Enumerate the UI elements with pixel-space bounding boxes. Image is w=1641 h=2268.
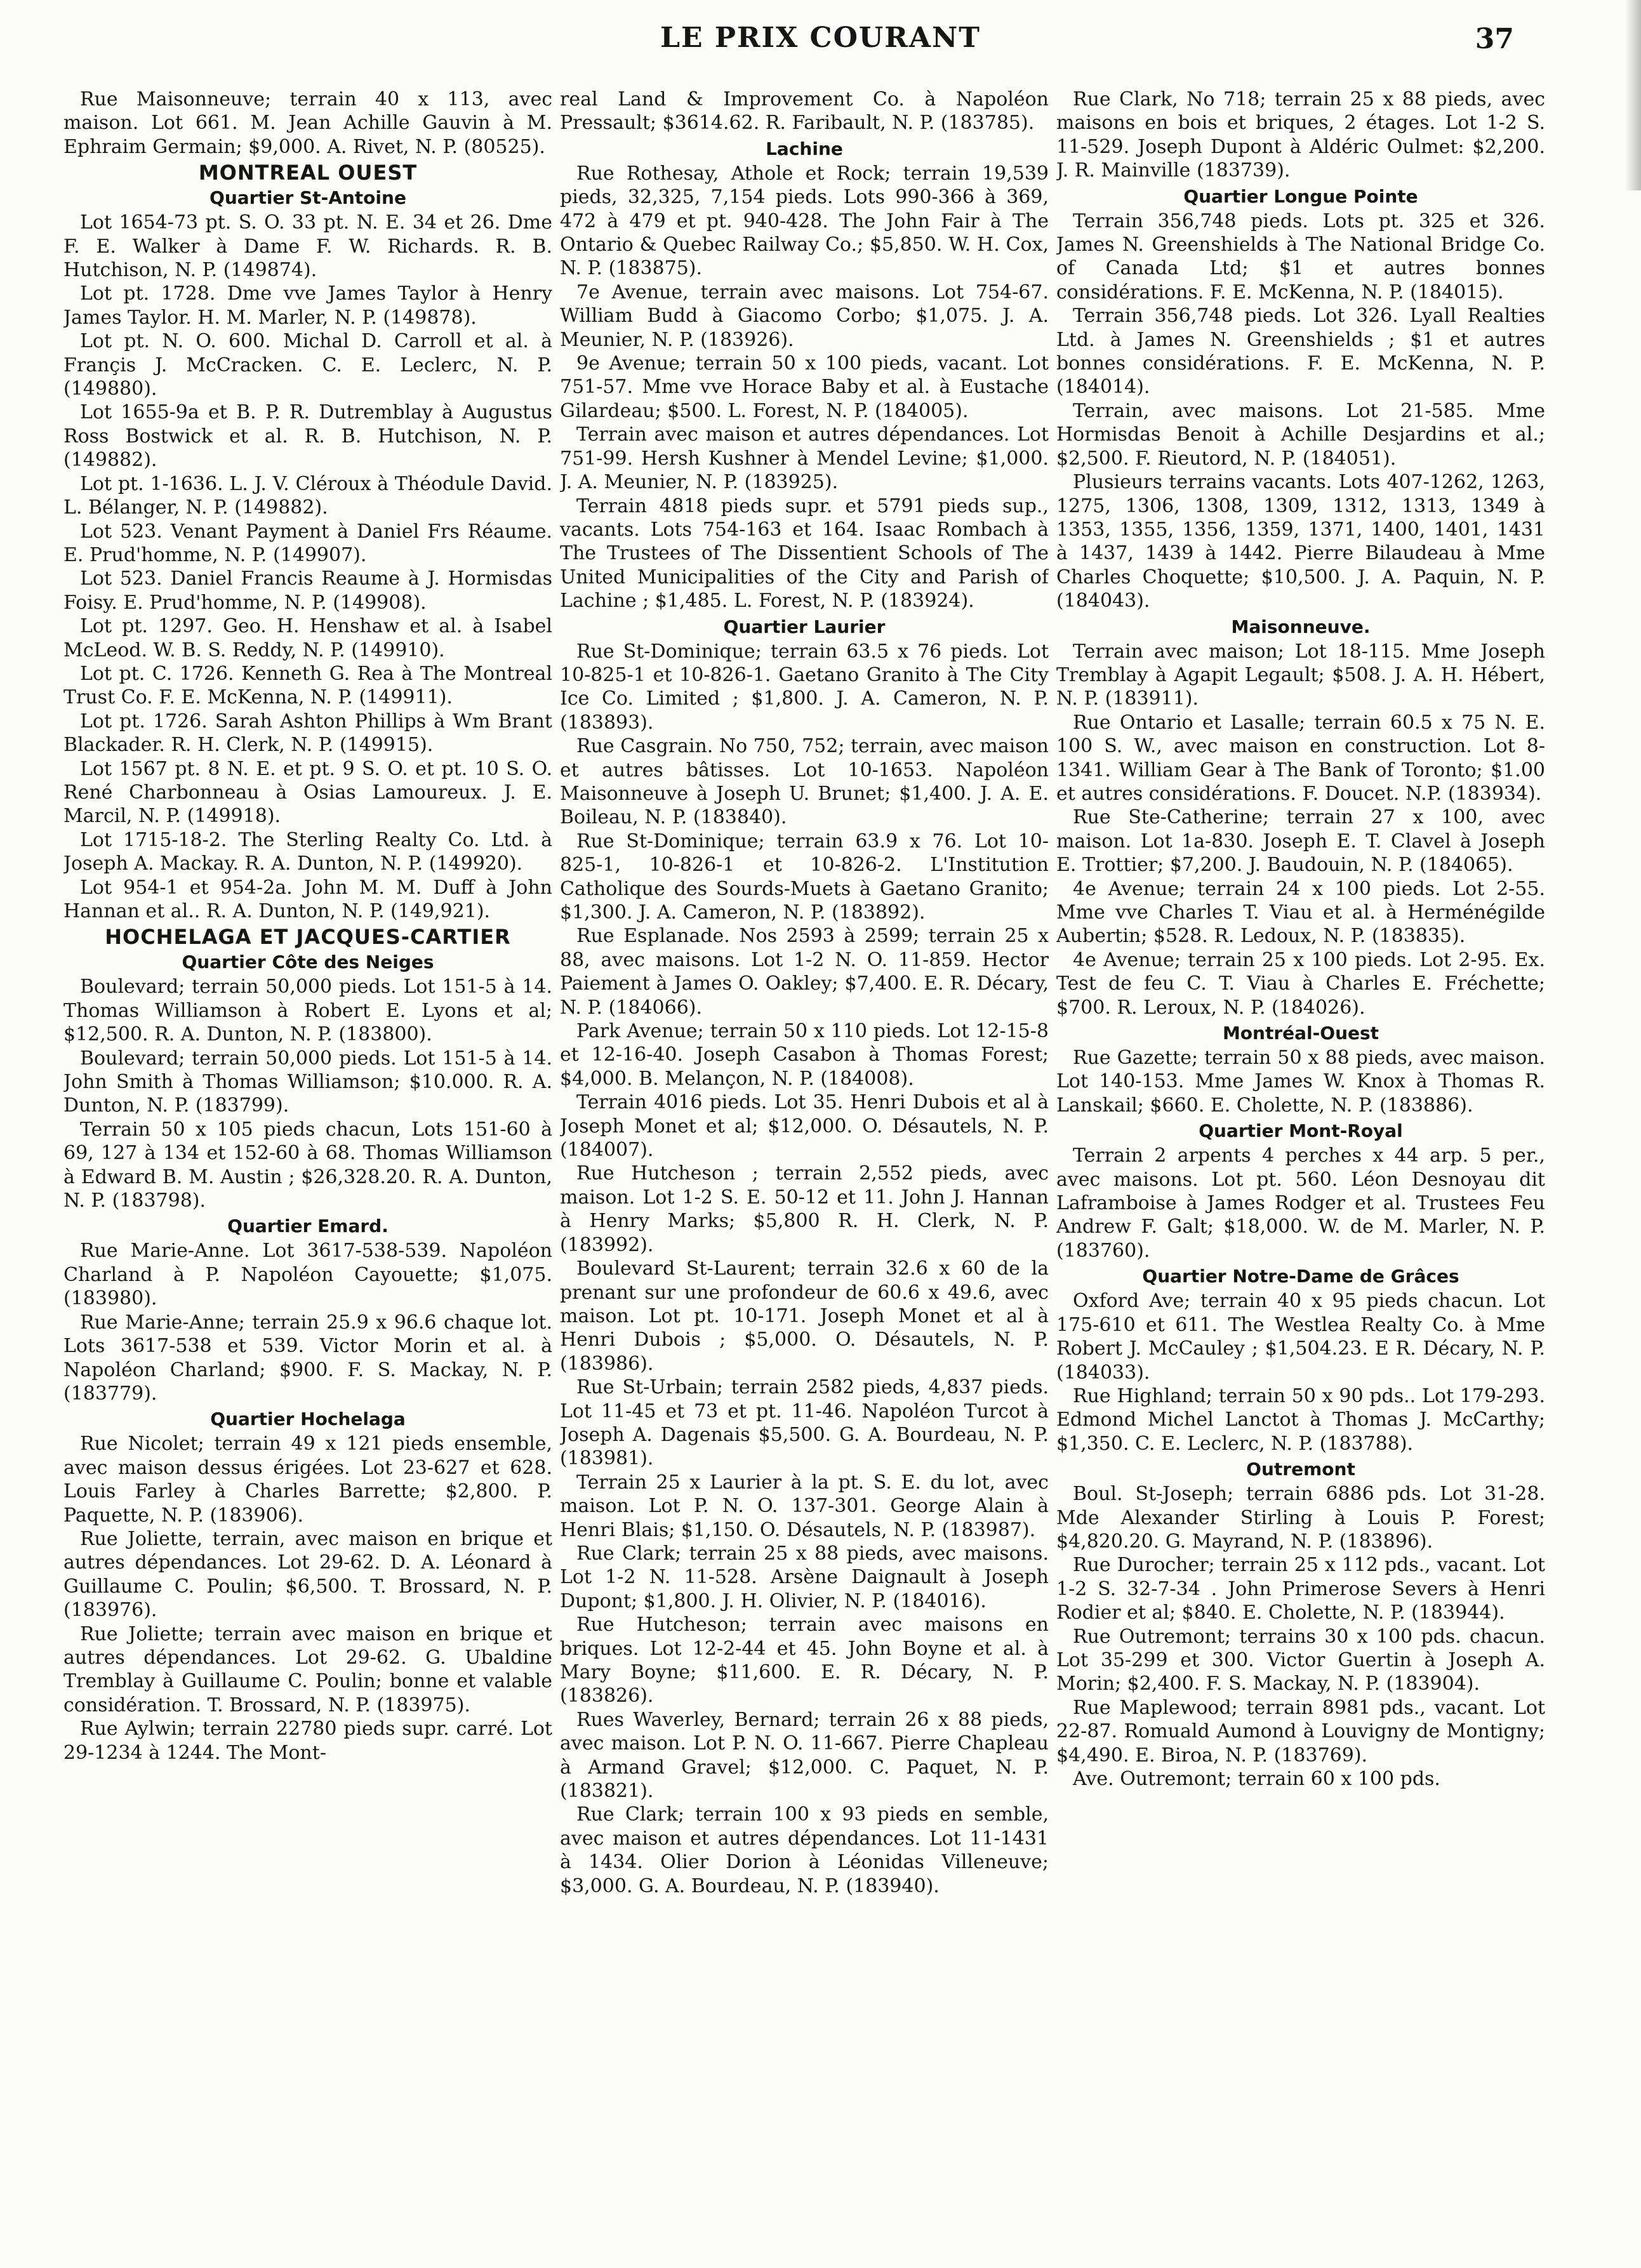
transaction-entry: Rue Aylwin; terrain 22780 pieds supr. carré. Lot 29-1234 à 1244. The Mont- (63, 1718, 552, 1764)
section-heading: MONTREAL OUEST (198, 161, 418, 185)
district-heading: Montréal-Ouest (1222, 1023, 1379, 1044)
transaction-entry: Lot 954-1 et 954-2a. John M. M. Duff à John Hannan et al.. R. A. Dunton, N. P. (149,921). (63, 876, 552, 922)
section-heading: HOCHELAGA ET JACQUES-CARTIER (105, 925, 511, 950)
transaction-entry: Terrain 4016 pieds. Lot 35. Henri Dubois et al à Joseph Monet et al; $12,000. O. Désautels, N. P. (184007). (560, 1091, 1049, 1162)
district-heading: Quartier Laurier (723, 616, 886, 637)
transaction-entry: Terrain 4818 pieds supr. et 5791 pieds sup., vacants. Lots 754-163 et 164. Isaac Rombach à The Trustees of The Dissentient Schools of The United Municipalities of the City and Parish of Lachine ; $1,485. L. Forest, N. P. (183924). (560, 494, 1049, 613)
transaction-entry: Lot 1715-18-2. The Sterling Realty Co. Ltd. à Joseph A. Mackay. R. A. Dunton, N. P. (149920). (63, 828, 552, 875)
transaction-entry: Park Avenue; terrain 50 x 110 pieds. Lot 12-15-8 et 12-16-40. Joseph Casabon à Thomas Forest; $4,000. B. Melançon, N. P. (184008). (560, 1020, 1049, 1090)
transaction-entry: Rue Marie-Anne; terrain 25.9 x 96.6 chaque lot. Lots 3617-538 et 539. Victor Morin et al. à Napoléon Charland; $900. F. S. Mackay, N. P. (183779). (63, 1311, 552, 1405)
journal-title: LE PRIX COURANT (660, 22, 981, 54)
transaction-entry: Lot pt. 1297. Geo. H. Henshaw et al. à Isabel McLeod. W. B. S. Reddy, N. P. (149910). (63, 615, 552, 661)
district-heading: Quartier Longue Pointe (1183, 185, 1418, 207)
transaction-entry: Lot 1654-73 pt. S. O. 33 pt. N. E. 34 et 26. Dme F. E. Walker à Dame F. W. Richards. R. B. Hutchison, N. P. (149874). (63, 211, 552, 282)
transaction-entry: Rue St-Urbain; terrain 2582 pieds, 4,837 pieds. Lot 11-45 et 73 et pt. 11-46. Napoléon Turcot à Joseph A. Dagenais $5,500. G. A. Bourdeau, N. P. (183981). (560, 1376, 1049, 1470)
transaction-entry: Rue Maisonneuve; terrain 40 x 113, avec maison. Lot 661. M. Jean Achille Gauvin à M. Ephraim Germain; $9,000. A. Rivet, N. P. (80525). (63, 88, 552, 158)
transaction-entry: Lot 1567 pt. 8 N. E. et pt. 9 S. O. et pt. 10 S. O. René Charbonneau à Osias Lamoureux. J. E. Marcil, N. P. (149918). (63, 757, 552, 828)
transaction-entry: Rue Maplewood; terrain 8981 pds., vacant. Lot 22-87. Romuald Aumond à Louvigny de Montigny; $4,490. E. Biroa, N. P. (183769). (1056, 1696, 1545, 1767)
transaction-entry: Terrain avec maison; Lot 18-115. Mme Joseph Tremblay à Agapit Legault; $508. J. A. H. Hébert, N. P. (183911). (1056, 640, 1545, 710)
transaction-entry: Rue Esplanade. Nos 2593 à 2599; terrain 25 x 88, avec maisons. Lot 1-2 N. O. 11-859. Hector Paiement à James O. Oakley; $7,400. E. R. Décary, N. P. (184066). (560, 925, 1049, 1019)
transaction-entry: Rues Waverley, Bernard; terrain 26 x 88 pieds, avec maison. Lot P. N. O. 11-667. Pierre Chapleau à Armand Gravel; $12,000. C. Paquet, N. P. (183821). (560, 1708, 1049, 1803)
district-heading: Outremont (1246, 1459, 1355, 1480)
district-heading: Quartier St-Antoine (209, 187, 406, 209)
district-heading: Quartier Notre-Dame de Grâces (1142, 1266, 1459, 1287)
transaction-entry: Rue Highland; terrain 50 x 90 pds.. Lot 179-293. Edmond Michel Lanctot à Thomas J. McCarthy; $1,350. C. E. Leclerc, N. P. (183788). (1056, 1384, 1545, 1455)
transaction-entry: Lot pt. C. 1726. Kenneth G. Rea à The Montreal Trust Co. F. E. McKenna, N. P. (149911). (63, 662, 552, 709)
transaction-entry: Lot 1655-9a et B. P. R. Dutremblay à Augustus Ross Bostwick et al. R. B. Hutchison, N. P. (149882). (63, 401, 552, 472)
transaction-entry: Lot pt. N. O. 600. Michal D. Carroll et al. à Françis J. McCracken. C. E. Leclerc, N. P. (149880). (63, 330, 552, 401)
transaction-entry: real Land & Improvement Co. à Napoléon Pressault; $3614.62. R. Faribault, N. P. (183785). (560, 88, 1049, 135)
page-header (0, 18, 1641, 62)
transaction-entry: Plusieurs terrains vacants. Lots 407-1262, 1263, 1275, 1306, 1308, 1309, 1312, 1313, 1349 à 1353, 1355, 1356, 1359, 1371, 1400, 1401, 1431 à 1437, 1439 à 1442. Pierre Bilaudeau à Mme Charles Choquette; $10,500. J. A. Paquin, N. P. (184043). (1056, 471, 1545, 613)
transaction-entry: Boulevard St-Laurent; terrain 32.6 x 60 de la prenant sur une profondeur de 60.6 x 49.6, avec maison. Lot pt. 10-171. Joseph Monet et al à Henri Dubois ; $5,000. O. Désautels, N. P. (183986). (560, 1257, 1049, 1375)
transaction-entry: Terrain, avec maisons. Lot 21-585. Mme Hormisdas Benoit à Achille Desjardins et al.; $2,500. F. Rieutord, N. P. (184051). (1056, 399, 1545, 470)
transaction-entry: Terrain avec maison et autres dépendances. Lot 751-99. Hersh Kushner à Mendel Levine; $1,000. J. A. Meunier, N. P. (183925). (560, 423, 1049, 494)
transaction-entry: Rue Joliette, terrain, avec maison en brique et autres dépendances. Lot 29-62. D. A. Léonard à Guillaume C. Poulin; $6,500. T. Brossard, N. P. (183976). (63, 1527, 552, 1622)
transaction-entry: Ave. Outremont; terrain 60 x 100 pds. (1073, 1768, 1440, 1790)
transaction-entry: Boulevard; terrain 50,000 pieds. Lot 151-5 à 14. John Smith à Thomas Williamson; $10.000. R. A. Dunton, N. P. (183799). (63, 1047, 552, 1117)
transaction-entry: 4e Avenue; terrain 25 x 100 pieds. Lot 2-95. Ex. Test de feu C. T. Viau à Charles E. Fréchette; $700. R. Leroux, N. P. (184026). (1056, 948, 1545, 1019)
transaction-entry: Rue Nicolet; terrain 49 x 121 pieds ensemble, avec maison dessus érigées. Lot 23-627 et 628. Louis Farley à Charles Barrette; $2,800. P. Paquette, N. P. (183906). (63, 1433, 552, 1527)
transaction-entry: Rue Ste-Catherine; terrain 27 x 100, avec maison. Lot 1a-830. Joseph E. T. Clavel à Joseph E. Trottier; $7,200. J. Baudouin, N. P. (184065). (1056, 806, 1545, 877)
transaction-entry: Lot 523. Daniel Francis Reaume à J. Hormisdas Foisy. E. Prud'homme, N. P. (149908). (63, 567, 552, 614)
column-1 (63, 88, 552, 2249)
transaction-entry: Oxford Ave; terrain 40 x 95 pieds chacun. Lot 175-610 et 611. The Westlea Realty Co. à Mme Robert J. McCauley ; $1,504.23. E R. Décary, N. P. (184033). (1056, 1290, 1545, 1384)
page-number: 37 (1475, 23, 1514, 55)
page-edge-shadow (1625, 0, 1641, 190)
transaction-entry: Rue Clark; terrain 100 x 93 pieds en semble, avec maison et autres dépendances. Lot 11-1431 à 1434. Olier Dorion à Léonidas Villeneuve; $3,000. G. A. Bourdeau, N. P. (183940). (560, 1803, 1049, 1897)
transaction-entry: Terrain 2 arpents 4 perches x 44 arp. 5 per., avec maisons. Lot pt. 560. Léon Desnoyau dit Laframboise à James Rodger et al. Trustees Feu Andrew F. Galt; $18,000. W. de M. Marler, N. P. (183760). (1056, 1144, 1545, 1262)
transaction-entry: Lot pt. 1-1636. L. J. V. Cléroux à Théodule David. L. Bélanger, N. P. (149882). (63, 472, 552, 519)
transaction-entry: Rue Clark, No 718; terrain 25 x 88 pieds, avec maisons en bois et briques, 2 étages. Lot 1-2 S. 11-529. Joseph Dupont à Aldéric Oulmet: $2,200. J. R. Mainville (183739). (1056, 88, 1545, 182)
transaction-entry: Lot 523. Venant Payment à Daniel Frs Réaume. E. Prud'homme, N. P. (149907). (63, 520, 552, 566)
district-heading: Quartier Mont-Royal (1199, 1120, 1403, 1142)
transaction-entry: Rue Outremont; terrains 30 x 100 pds. chacun. Lot 35-299 et 300. Victor Guertin à Joseph A. Morin; $2,400. F. S. Mackay, N. P. (183904). (1056, 1625, 1545, 1695)
transaction-entry: Rue St-Dominique; terrain 63.9 x 76. Lot 10-825-1, 10-826-1 et 10-826-2. L'Institution Catholique des Sourds-Muets à Gaetano Granito; $1,300. J. A. Cameron, N. P. (183892). (560, 830, 1049, 924)
transaction-entry: 4e Avenue; terrain 24 x 100 pieds. Lot 2-55. Mme vve Charles T. Viau et al. à Herménégilde Aubertin; $528. R. Ledoux, N. P. (183835). (1056, 877, 1545, 948)
district-heading: Lachine (766, 138, 843, 159)
transaction-entry: Rue Marie-Anne. Lot 3617-538-539. Napoléon Charland à P. Napoléon Cayouette; $1,075. (183980). (63, 1240, 552, 1310)
transaction-entry: Terrain 356,748 pieds. Lot 326. Lyall Realties Ltd. à James N. Greenshields ; $1 et autres bonnes considérations. F. E. McKenna, N. P. (184014). (1056, 305, 1545, 399)
transaction-entry: Terrain 25 x Laurier à la pt. S. E. du lot, avec maison. Lot P. N. O. 137-301. George Alain à Henri Blais; $1,150. O. Désautels, N. P. (183987). (560, 1471, 1049, 1541)
transaction-entry: Rue Joliette; terrain avec maison en brique et autres dépendances. Lot 29-62. G. Ubaldine Tremblay à Guillaume C. Poulin; bonne et valable considération. T. Brossard, N. P. (183975). (63, 1622, 552, 1716)
district-heading: Quartier Côte des Neiges (182, 952, 434, 973)
column-3 (1056, 88, 1545, 2249)
transaction-entry: Boul. St-Joseph; terrain 6886 pds. Lot 31-28. Mde Alexander Stirling à Louis P. Forest; $4,820.20. G. Mayrand, N. P. (183896). (1056, 1483, 1545, 1553)
transaction-entry: Rue Hutcheson ; terrain 2,552 pieds, avec maison. Lot 1-2 S. E. 50-12 et 11. John J. Hannan à Henry Marks; $5,800 R. H. Clerk, N. P. (183992). (560, 1162, 1049, 1256)
column-2 (560, 88, 1049, 2249)
transaction-entry: 7e Avenue, terrain avec maisons. Lot 754-67. William Budd à Giacomo Corbo; $1,075. J. A. Meunier, N. P. (183926). (560, 281, 1049, 351)
transaction-entry: Rue Clark; terrain 25 x 88 pieds, avec maisons. Lot 1-2 N. 11-528. Arsène Daignault à Joseph Dupont; $1,800. J. H. Olivier, N. P. (184016). (560, 1542, 1049, 1612)
transaction-entry: Lot pt. 1726. Sarah Ashton Phillips à Wm Brant Blackader. R. H. Clerk, N. P. (149915). (63, 710, 552, 757)
district-heading: Quartier Emard. (227, 1216, 389, 1237)
transaction-entry: Boulevard; terrain 50,000 pieds. Lot 151-5 à 14. Thomas Williamson à Robert E. Lyons et al; $12,500. R. A. Dunton, N. P. (183800). (63, 976, 552, 1046)
transaction-entry: Rue Durocher; terrain 25 x 112 pds., vacant. Lot 1-2 S. 32-7-34 . John Primerose Severs à Henri Rodier et al; $840. E. Cholette, N. P. (183944). (1056, 1554, 1545, 1624)
district-heading: Quartier Hochelaga (210, 1409, 406, 1430)
transaction-entry: Lot pt. 1728. Dme vve James Taylor à Henry James Taylor. H. M. Marler, N. P. (149878). (63, 282, 552, 329)
district-heading: Maisonneuve. (1231, 616, 1371, 637)
transaction-entry: Rue Ontario et Lasalle; terrain 60.5 x 75 N. E. 100 S. W., avec maison en construction. Lot 8-1341. William Gear à The Bank of Toronto; $1.00 et autres considérations. F. Doucet. N.P. (183934). (1056, 711, 1545, 805)
transaction-entry: Rue Casgrain. No 750, 752; terrain, avec maison et autres bâtisses. Lot 10-1653. Napoléon Maisonneuve à Joseph U. Brunet; $1,400. J. A. E. Boileau, N. P. (183840). (560, 735, 1049, 829)
transaction-entry: Rue Gazette; terrain 50 x 88 pieds, avec maison. Lot 140-153. Mme James W. Knox à Thomas R. Lanskail; $660. E. Cholette, N. P. (183886). (1056, 1047, 1545, 1117)
transaction-entry: Terrain 356,748 pieds. Lots pt. 325 et 326. James N. Greenshields à The National Bridge Co. of Canada Ltd; $1 et autres bonnes considérations. F. E. McKenna, N. P. (184015). (1056, 209, 1545, 303)
transaction-entry: Rue Rothesay, Athole et Rock; terrain 19,539 pieds, 32,325, 7,154 pieds. Lots 990-366 à 369, 472 à 479 et pt. 940-428. The John Fair à The Ontario & Quebec Railway Co.; $5,850. W. H. Cox, N. P. (183875). (560, 162, 1049, 280)
transaction-entry: Rue St-Dominique; terrain 63.5 x 76 pieds. Lot 10-825-1 et 10-826-1. Gaetano Granito à The City Ice Co. Limited ; $1,800. J. A. Cameron, N. P. (183893). (560, 640, 1049, 734)
transaction-entry: Rue Hutcheson; terrain avec maisons en briques. Lot 12-2-44 et 45. John Boyne et al. à Mary Boyne; $11,600. E. R. Décary, N. P. (183826). (560, 1614, 1049, 1708)
transaction-entry: Terrain 50 x 105 pieds chacun, Lots 151-60 à 69, 127 à 134 et 152-60 à 68. Thomas Williamson à Edward B. M. Austin ; $26,328.20. R. A. Dunton, N. P. (183798). (63, 1118, 552, 1212)
transaction-entry: 9e Avenue; terrain 50 x 100 pieds, vacant. Lot 751-57. Mme vve Horace Baby et al. à Eustache Gilardeau; $500. L. Forest, N. P. (184005). (560, 352, 1049, 422)
